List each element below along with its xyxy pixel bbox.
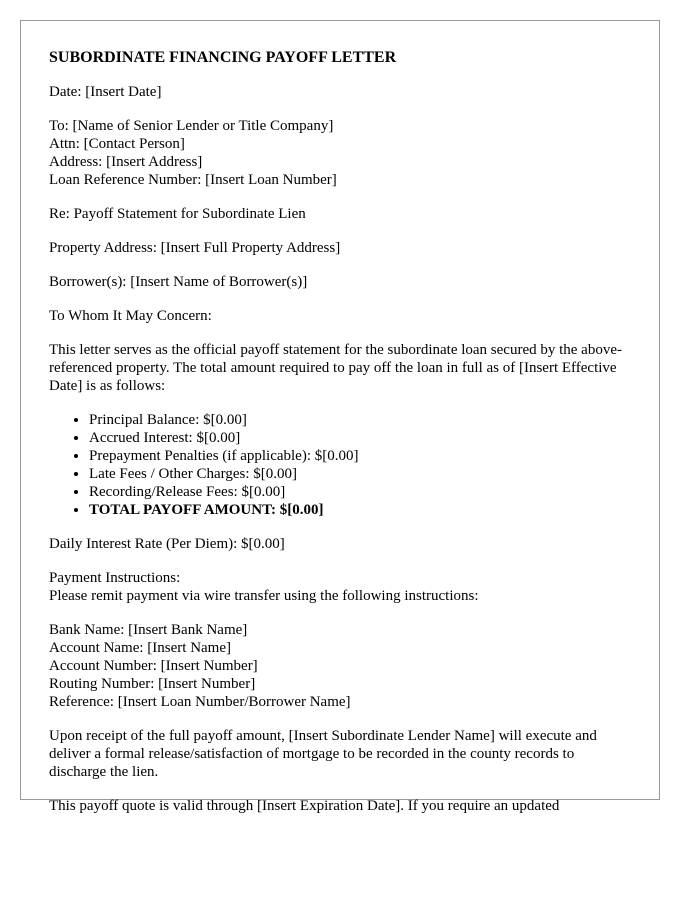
payment-instructions-block	[49, 569, 631, 605]
letter-title: SUBORDINATE FINANCING PAYOFF LETTER	[49, 49, 397, 66]
list-item: • Accrued Interest: $[0.00]	[89, 429, 631, 447]
list-item: • Recording/Release Fees: $[0.00]	[89, 483, 631, 501]
intro-paragraph: This letter serves as the official payoff statement for the subordinate loan secured by the above-referenced property. The total amount required to pay off the loan in full as of [Insert Effective Date] is as follows:	[49, 342, 622, 394]
salutation: To Whom It May Concern:	[49, 308, 212, 324]
letter-page	[20, 20, 660, 814]
payment-instructions-heading: Payment Instructions:	[49, 570, 181, 586]
recipient-block	[49, 117, 631, 189]
list-item: • Late Fees / Other Charges: $[0.00]	[89, 465, 631, 483]
payment-instructions-text: Please remit payment via wire transfer using the following instructions:	[49, 588, 479, 604]
recipient-address: Address: [Insert Address]	[49, 154, 203, 170]
release-paragraph: Upon receipt of the full payoff amount, [Insert Subordinate Lender Name] will execute and deliver a formal release/satisfaction of mortgage to be recorded in the county records to discharge the lien.	[49, 728, 597, 780]
routing-number: Routing Number: [Insert Number]	[49, 676, 256, 692]
payoff-items-list	[49, 411, 631, 519]
recipient-to: To: [Name of Senior Lender or Title Company]	[49, 118, 334, 134]
account-number: Account Number: [Insert Number]	[49, 658, 258, 674]
validity-paragraph: This payoff quote is valid through [Insert Expiration Date]. If you require an updated	[49, 798, 560, 814]
loan-reference-number: Loan Reference Number: [Insert Loan Number]	[49, 172, 337, 188]
property-address: Property Address: [Insert Full Property Address]	[49, 240, 341, 256]
re-line: Re: Payoff Statement for Subordinate Lien	[49, 206, 306, 222]
list-item: • Prepayment Penalties (if applicable): $[0.00]	[89, 447, 631, 465]
account-name: Account Name: [Insert Name]	[49, 640, 232, 656]
recipient-attn: Attn: [Contact Person]	[49, 136, 185, 152]
payment-reference: Reference: [Insert Loan Number/Borrower Name]	[49, 694, 351, 710]
list-item: • Principal Balance: $[0.00]	[89, 411, 631, 429]
borrowers-line: Borrower(s): [Insert Name of Borrower(s)]	[49, 274, 308, 290]
date-line: Date: [Insert Date]	[49, 84, 162, 100]
bank-details-block	[49, 621, 631, 711]
letter-content	[21, 21, 659, 815]
bank-name: Bank Name: [Insert Bank Name]	[49, 622, 248, 638]
total-payoff-amount: • TOTAL PAYOFF AMOUNT: $[0.00]	[89, 501, 631, 519]
per-diem-line: Daily Interest Rate (Per Diem): $[0.00]	[49, 536, 285, 552]
